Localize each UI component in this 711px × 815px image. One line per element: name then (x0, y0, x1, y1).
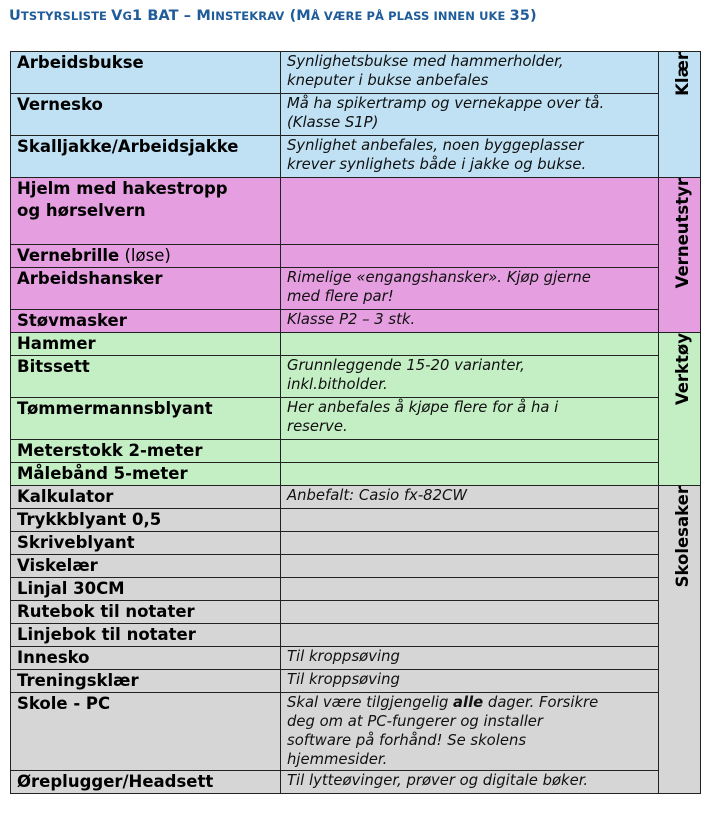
table-row (11, 509, 701, 532)
item-name: Målebånd 5-meter (11, 463, 281, 486)
item-name: Treningsklær (11, 670, 281, 693)
title-part: TSTYRSLISTE (20, 9, 112, 23)
item-name: Skriveblyant (11, 532, 281, 555)
item-note (281, 440, 659, 463)
item-note (281, 463, 659, 486)
table-row (11, 333, 701, 356)
item-name: Skole - PC (11, 693, 281, 771)
item-name: Hjelm med hakestropp og hørselvern (11, 178, 281, 245)
category-label-klaer: Klær (659, 52, 701, 178)
table-row (11, 601, 701, 624)
table-row (11, 310, 701, 333)
item-name: Vernebrille (løse) (11, 245, 281, 268)
item-name: Arbeidshansker (11, 268, 281, 310)
item-name: Støvmasker (11, 310, 281, 333)
item-note: Til kroppsøving (281, 670, 659, 693)
item-note (281, 245, 659, 268)
table-row (11, 647, 701, 670)
item-note: Skal være tilgjengelig alle dager. Forsikre deg om at PC-fungerer og installer software på forhånd! Se skolens hjemmesider. (281, 693, 659, 771)
item-note: Til lytteøvinger, prøver og digitale bøker. (281, 771, 659, 794)
table-row (11, 245, 701, 268)
item-note: Grunnleggende 15-20 varianter, inkl.bitholder. (281, 356, 659, 398)
item-note: Må ha spikertramp og vernekappe over tå. (Klasse S1P) (281, 94, 659, 136)
item-name: Vernesko (11, 94, 281, 136)
table-row (11, 136, 701, 178)
item-note: Rimelige «engangshansker». Kjøp gjerne med flere par! (281, 268, 659, 310)
title-part: G (122, 9, 132, 23)
category-label-skolesaker: Skolesaker (659, 486, 701, 794)
table-row (11, 268, 701, 310)
table-row (11, 670, 701, 693)
item-name: Trykkblyant 0,5 (11, 509, 281, 532)
table-row (11, 356, 701, 398)
item-name: Viskelær (11, 555, 281, 578)
item-note (281, 555, 659, 578)
item-name: Innesko (11, 647, 281, 670)
item-note (281, 532, 659, 555)
document-title (9, 8, 537, 24)
table-row (11, 532, 701, 555)
table-row (11, 398, 701, 440)
item-note (281, 333, 659, 356)
item-note: Her anbefales å kjøpe flere for å ha i reserve. (281, 398, 659, 440)
equipment-table (10, 51, 701, 794)
item-name: Linjebok til notater (11, 624, 281, 647)
item-note: Synlighetsbukse med hammerholder, kneputer i bukse anbefales (281, 52, 659, 94)
table-row (11, 771, 701, 794)
item-note (281, 509, 659, 532)
item-name: Tømmermannsblyant (11, 398, 281, 440)
title-part: 1 BAT – (131, 8, 197, 24)
title-part: INSTEKRAV (210, 9, 285, 23)
table-row (11, 693, 701, 771)
table-row (11, 52, 701, 94)
title-part: M (196, 8, 211, 24)
table-row (11, 463, 701, 486)
item-name: Skalljakke/Arbeidsjakke (11, 136, 281, 178)
item-note: Klasse P2 – 3 stk. (281, 310, 659, 333)
table-row (11, 555, 701, 578)
category-label-verktoy: Verktøy (659, 333, 701, 486)
item-name: Bitssett (11, 356, 281, 398)
item-name: Øreplugger/Headsett (11, 771, 281, 794)
item-name: Kalkulator (11, 486, 281, 509)
item-name: Arbeidsbukse (11, 52, 281, 94)
item-note: Til kroppsøving (281, 647, 659, 670)
table-row (11, 624, 701, 647)
item-name: Hammer (11, 333, 281, 356)
title-part: 35) (509, 8, 537, 24)
table-row (11, 94, 701, 136)
item-note (281, 178, 659, 245)
item-name: Meterstokk 2-meter (11, 440, 281, 463)
item-note: Synlighet anbefales, noen byggeplasser krever synlighets både i jakke og bukse. (281, 136, 659, 178)
title-part: V (111, 8, 123, 24)
table-row (11, 440, 701, 463)
item-note (281, 624, 659, 647)
item-name: Linjal 30CM (11, 578, 281, 601)
title-part: (M (284, 8, 311, 24)
item-note (281, 601, 659, 624)
category-label-verneutstyr: Verneutstyr (659, 178, 701, 333)
item-name: Rutebok til notater (11, 601, 281, 624)
table-row (11, 578, 701, 601)
table-row (11, 178, 701, 245)
table-row (11, 486, 701, 509)
item-note (281, 578, 659, 601)
item-note: Anbefalt: Casio fx-82CW (281, 486, 659, 509)
title-part: Å VÆRE PÅ PLASS INNEN UKE (310, 9, 510, 23)
title-part: U (9, 8, 21, 24)
